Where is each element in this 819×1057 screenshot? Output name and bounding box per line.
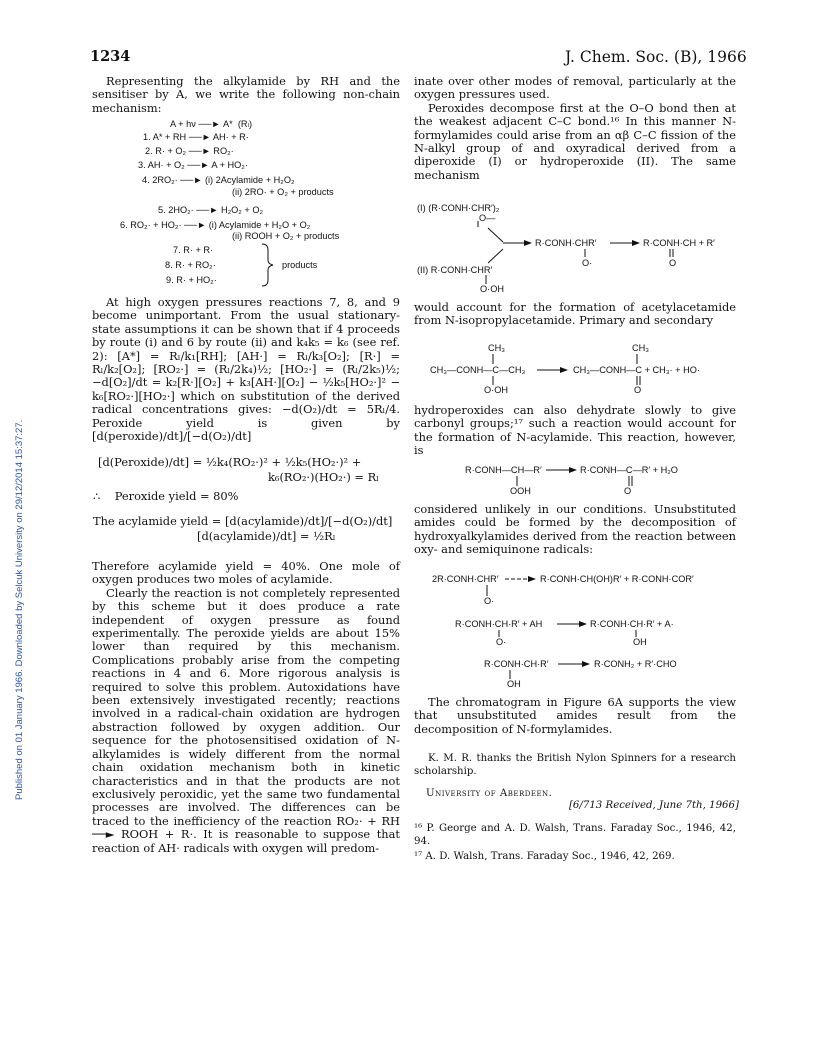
chem-label: OH	[633, 637, 647, 647]
page-number: 1234	[90, 48, 131, 65]
publication-sidebar	[2, 240, 25, 800]
right-mid3	[414, 503, 736, 557]
reference: ¹⁶ P. George and A. D. Walsh, Trans. Faraday Soc., 1946, 42, 94.	[414, 823, 736, 847]
scheme-line: 8. R· + RO₂·	[165, 260, 216, 270]
chem-label: (I) (R·CONH·CHR′)₂	[417, 203, 500, 213]
chem-label: R·CONH·CH·R′	[484, 659, 549, 669]
equation: The acylamide yield = [d(acylamide)/dt]/[−d(O₂)/dt]	[93, 514, 393, 528]
right-mid2	[414, 404, 736, 458]
right-mid1	[414, 301, 736, 328]
paragraph: Therefore acylamide yield = 40%. One mole of oxygen produces two moles of acylamide.	[92, 559, 400, 587]
right-conclusion	[414, 696, 736, 736]
chem-label: O·OH	[484, 385, 508, 395]
equation: [d(acylamide)/dt] = ½Rₗ	[197, 529, 336, 543]
scheme-line: 1. A* + RH ──► AH· + R·	[143, 132, 249, 142]
chem-label: R·CONH—CH—R′	[465, 465, 542, 475]
scheme-line: 4. 2RO₂· ──► (i) 2Acylamide + H₂O₂	[142, 175, 295, 185]
chem-label: CH₃—CONH—C + CH₃· + HO·	[573, 365, 700, 375]
chem-label: R·CONH·CH·R′ + AH	[455, 619, 543, 629]
equation: ∴ Peroxide yield = 80%	[93, 489, 239, 503]
references	[414, 822, 736, 863]
acknowledgement	[414, 752, 736, 778]
scheme-line: (ii) ROOH + O₂ + products	[232, 231, 340, 241]
scheme-line: 3. AH· + O₂ ──► A + HO₂·	[138, 160, 248, 170]
chem-label: O	[634, 385, 642, 395]
chem-label: R·CONH·CH·R′ + A·	[590, 619, 674, 629]
right-intro	[414, 75, 736, 182]
chem-label: CH₃	[488, 343, 506, 353]
left-intro	[92, 75, 400, 115]
paragraph: K. M. R. thanks the British Nylon Spinners for a research scholarship.	[414, 753, 736, 777]
equation: [d(Peroxide)/dt] = ½k₄(RO₂·)² + ½k₅(HO₂·)² +	[98, 455, 362, 469]
journal-title: J. Chem. Soc. (B), 1966	[565, 48, 747, 66]
received-note: [6/713 Received, June 7th, 1966]	[568, 800, 739, 811]
scheme-line: 5. 2HO₂· ──► H₂O₂ + O₂	[158, 205, 264, 215]
left-kinetics	[92, 296, 400, 443]
chem-label: O·	[484, 596, 495, 606]
chem-label: O·OH	[480, 284, 504, 294]
scheme-line: 9. R· + HO₂·	[166, 275, 217, 285]
paragraph: inate over other modes of removal, particularly at the oxygen pressures used.	[414, 74, 736, 102]
paragraph: Representing the alkylamide by RH and the sensitiser by A, we write the following non-chain mechanism:	[92, 74, 400, 115]
equation: k₆(RO₂·)(HO₂·) = Rₗ	[268, 470, 379, 484]
scheme-line: 7. R· + R·	[173, 245, 214, 255]
paragraph: At high oxygen pressures reactions 7, 8, and 9 become unimportant. From the usual stationary-state assumptions it can be shown that if 4 proceeds by route (i) and 6 by route (ii) and k₄k₅ = k₆ (see ref. 2): [A*] = Rₗ/k₁[RH]; [AH·] = Rₗ/k₃[O₂]; [R·] = Rₗ/k₂[O₂]; [RO₂·] = (Rₗ/2k₄)½; [HO₂·] = (Rₗ/2k₅)½; −d[O₂]/dt = k₂[R·][O₂] + k₃[AH·][O₂] − ½k₅[HO₂·]² − k₆[RO₂·][HO₂·] which on substitution of the derived radical concentrations gives: −d(O₂)/dt = 5Rₗ/4. Peroxide yield is given by [d(peroxide)/dt]/[−d(O₂)/dt]	[92, 295, 400, 444]
paragraph: The chromatogram in Figure 6A supports the view that unsubstituted amides result from the decomposition of N-formylamides.	[414, 695, 736, 736]
scheme-line: 2. R· + O₂ ──► RO₂·	[145, 146, 234, 156]
chem-label: R·CONH—C—R′ + H₂O	[580, 465, 678, 475]
paragraph: would account for the formation of acetylacetamide from N-isopropylacetamide. Primary and secondary	[414, 300, 736, 328]
chem-label: CH₃—CONH—C—CH₃	[430, 365, 526, 375]
paragraph: considered unlikely in our conditions. Unsubstituted amides could be formed by the decomposition of hydroxyalkylamides derived from the reaction between oxy- and semiquinone radicals:	[414, 502, 736, 557]
paragraph: Clearly the reaction is not completely represented by this scheme but it does produce a rate independent of oxygen pressure as found experimentally. The peroxide yields are about 15% lower than required by this mechanism. Complications probably arise from the competing reactions in 4 and 6. More rigorous analysis is required to solve this problem. Autoxidations have been extensively investigated recently; reactions involved in a radical-chain oxidation are hydrogen abstraction followed by oxygen addition. Our sequence for the photosensitised oxidation of N-alkylamides is widely different from the normal chain oxidation mechanism both in kinetic characteristics and in that the products are not exclusively peroxidic, yet the same two fundamental processes are involved. The differences can be traced to the inefficiency of the reaction RO₂· + RH ──► ROOH + R·. It is reasonable to suppose that reaction of AH· radicals with oxygen will predom-	[92, 585, 400, 855]
sidebar-text[interactable]: Published on 01 January 1966. Downloaded by Selcuk University on 29/12/2014 15:37:27.	[14, 419, 25, 800]
chem-label: OH	[507, 679, 521, 689]
scheme-line: 6. RO₂· + HO₂· ──► (i) Acylamide + H₂O + O₂	[120, 220, 311, 230]
chem-label: O·	[582, 258, 593, 268]
chem-label: R·CONH·CHR′	[535, 238, 597, 248]
chem-label: O	[669, 258, 677, 268]
reference: ¹⁷ A. D. Walsh, Trans. Faraday Soc., 1946, 42, 269.	[414, 851, 675, 862]
scheme-line: A + hν ──► A* (Rₗ)	[170, 119, 253, 129]
left-discussion	[92, 560, 400, 855]
chem-label: OOH	[510, 486, 531, 496]
chem-label: O	[624, 486, 632, 496]
chem-label: R·CONH·CH(OH)R′ + R·CONH·COR′	[540, 574, 694, 584]
affiliation: University of Aberdeen.	[426, 788, 553, 799]
chem-label: CH₃	[632, 343, 650, 353]
scheme-products: products	[282, 260, 318, 270]
chem-label: O—	[479, 213, 496, 223]
chem-label: R·CONH·CH + R′	[643, 238, 715, 248]
scheme-line: (ii) 2RO· + O₂ + products	[232, 187, 334, 197]
paragraph: Peroxides decompose first at the O–O bond then at the weakest adjacent C–C bond.¹⁶ In this manner N-formylamides could arise from an αβ C–C fission of the N-alkyl group of and oxyradical derived from a diperoxide (I) or hydroperoxide (II). The same mechanism	[414, 100, 736, 182]
chem-label: R·CONH₂ + R′·CHO	[594, 659, 677, 669]
chem-label: (II) R·CONH·CHR′	[417, 265, 493, 275]
paragraph: hydroperoxides can also dehydrate slowly to give carbonyl groups;¹⁷ such a reaction would account for the formation of N-acylamide. This reaction, however, is	[414, 403, 736, 458]
chem-label: O·	[496, 637, 507, 647]
chem-label: 2R·CONH·CHR′	[432, 574, 499, 584]
